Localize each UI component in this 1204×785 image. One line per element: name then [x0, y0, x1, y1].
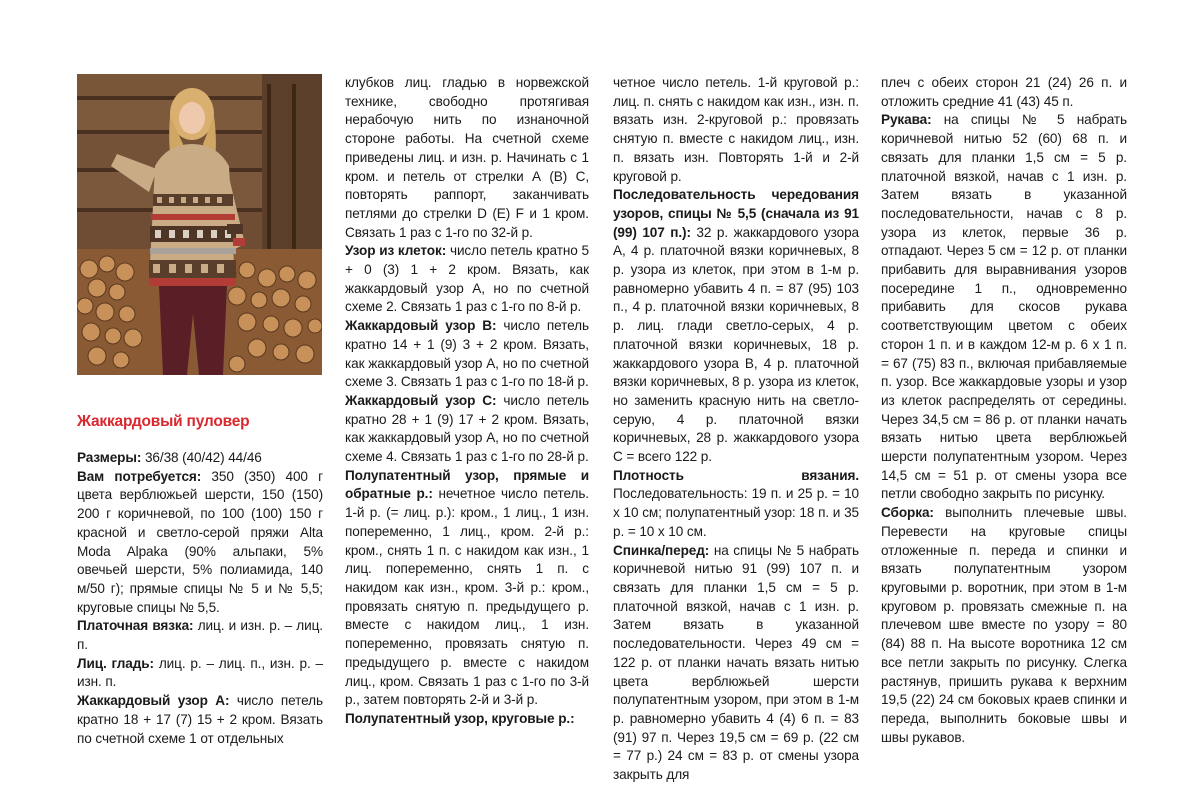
paragraph: Жаккардовый узор С: число петель кратно 28 + 1 (9) 17 + 2 кром. Вязать, как жаккардовый узор А, но по счетной схеме 4. Связать 1 раз с 1-го по 28-й р. [345, 392, 589, 465]
column-1 [77, 449, 323, 748]
paragraph: Последовательность чередования узоров, спицы № 5,5 (сначала из 91 (99) 107 п.): 32 р. жаккардового узора А, 4 р. платочной вязки коричневых, 8 р. узора из клеток, при этом в 1-м р. равномерно убавить 4 п. = 87 (95) 103 п., 4 р. платочной вязки коричневых, 8 р. лиц. глади светло-серых, 4 р. платочной вязки коричневых, 18 р. жаккардового узора В, 4 р. платочной вязки коричневых, 8 р. узора из клеток, но заменить красную нить на светло-серую, 4 р. платочной вязки коричневых, 28 р. жаккардового узора С = всего 122 р. [613, 187, 859, 465]
paragraph: Сборка: выполнить плечевые швы. Перевести на круговые спицы отложенные п. переда и спинки и вязать полупатентным узором круговыми р. воротник, при этом в 1-м круговом р. провязать смежные п. на плечевом шве вместе по узору = 80 (84) 88 п. На высоте воротника 12 см все петли закрыть по рисунку. Слегка растянув, пришить рукава к верхним 19,5 (22) 24 см боковых краев спинки и переда, выполнить боковые швы и швы рукавов. [881, 505, 1127, 745]
paragraph: Размеры: 36/38 (40/42) 44/46 [77, 450, 262, 465]
article-title: Жаккардовый пуловер [77, 413, 250, 430]
paragraph: Полупатентный узор, круговые р.: [345, 710, 575, 726]
paragraph: Узор из клеток: число петель кратно 5 + 0 (3) 1 + 2 кром. Вязать, как жаккардовый узор А, но по счетной схеме 2. Связать 1 раз с 1-го по 8-й р. [345, 243, 589, 315]
paragraph: Вам потребуется: 350 (350) 400 г цвета верблюжьей шерсти, 150 (150) 200 г коричневой, по 100 (100) 150 г красной и светло-серой пряжи Alta Moda Alpaka (90% альпаки, 5% овечьей шерсти, 5% полиамида, 140 м/50 г); прямые спицы № 5 и № 5,5; круговые спицы № 5,5. [77, 468, 323, 615]
column-4 [881, 74, 1127, 747]
paragraph: плеч с обеих сторон 21 (24) 26 п. и отложить средние 41 (43) 45 п. [881, 75, 1127, 109]
paragraph: Платочная вязка: лиц. и изн. р. – лиц. п. [77, 618, 323, 653]
paragraph: Рукава: на спицы № 5 набрать коричневой нитью 52 (60) 68 п. и связать для планки 1,5 см = 5 р. платочной вязкой, начав с 1 изн. р. Затем вязать в указанной последовательности, начав с 8 р. узора из клеток, первые 36 р. отпадают. Через 5 см = 12 р. от планки прибавить для выравнивания узоров посередине 1 п., одновременно прибавить для скосов рукава соответствующим цветом с обеих сторон 1 п. и в каждом 12-м р. 6 х 1 п. = 67 (75) 83 п., включая прибавляемые п. узор. Все жаккардовые узоры и узор из клеток распределять от середины. Через 34,5 см = 86 р. от планки начать вязать нитью цвета верблюжьей шерсти полупатентным узором. Через 14,5 см = 51 р. от смены узора все петли свободно закрыть по рисунку. [881, 112, 1127, 502]
paragraph: Спинка/перед: на спицы № 5 набрать коричневой нитью 91 (99) 107 п. и связать для планки 1,5 см = 5 р. платочной вязкой, начав с 1 изн. р. Затем вязать в указанной последовательности. Через 49 см = 122 р. от планки начать вязать нитью цвета верблюжьей шерсти полупатентным узором, при этом в 1-м р. равномерно убавить 4 (4) 6 п. = 83 (91) 97 п. Через 19,5 см = 69 р. (22 см = 77 р.) 24 см = 83 р. от смены узора закрыть для [613, 542, 859, 783]
paragraph: четное число петель. 1-й круговой р.: лиц. п. снять с накидом как изн., изн. п. вязать изн. 2-круговой р.: провязать снятую п. вместе с накидом лиц., изн. п. вязать изн. Повторять 1-й и 2-й круговой р. [613, 75, 859, 184]
paragraph: Лиц. гладь: лиц. р. – лиц. п., изн. р. – изн. п. [77, 655, 323, 690]
column-3 [613, 74, 859, 785]
sweater-photo [77, 74, 322, 375]
paragraph: Жаккардовый узор А: число петель кратно 18 + 17 (7) 15 + 2 кром. Вязать по счетной схеме 1 от отдельных [77, 693, 323, 746]
paragraph: клубков лиц. гладью в норвежской технике, свободно протягивая нерабочую нить по изнаночной стороне работы. На счетной схеме приведены лиц. и изн. р. Начинать с 1 кром. и петель от стрелки А (В) С, повторять раппорт, заканчивать петлями до стрелки D (E) F и 1 кром. Связать 1 раз с 1-го по 32-й р. [345, 75, 589, 240]
paragraph: Полупатентный узор, прямые и обратные р.: нечетное число петель. 1-й р. (= лиц. р.): кром., 1 лиц., 1 изн. попеременно, 1 лиц., кром. 2-й р.: кром., снять 1 п. с накидом как изн., 1 лиц. попеременно, снять 1 п. с накидом как изн., кром. 3-й р.: кром., провязать снятую п. предыдущего р. вместе с накидом лиц., 1 изн. попеременно, провязать снятую п. предыдущего р. вместе с накидом лиц., кром. Связать 1 раз с 1-го по 3-й р., затем повторять 2-й и 3-й р. [345, 467, 589, 708]
paragraph: Плотность вязания. Последовательность: 19 п. и 25 р. = 10 х 10 см; полупатентный узор: 18 п. и 35 р. = 10 х 10 см. [613, 467, 859, 539]
paragraph: Жаккардовый узор В: число петель кратно 14 + 1 (9) 3 + 2 кром. Вязать, как жаккардовый узор А, но по счетной схеме 3. Связать 1 раз с 1-го по 18-й р. [345, 318, 589, 390]
column-2 [345, 74, 589, 729]
